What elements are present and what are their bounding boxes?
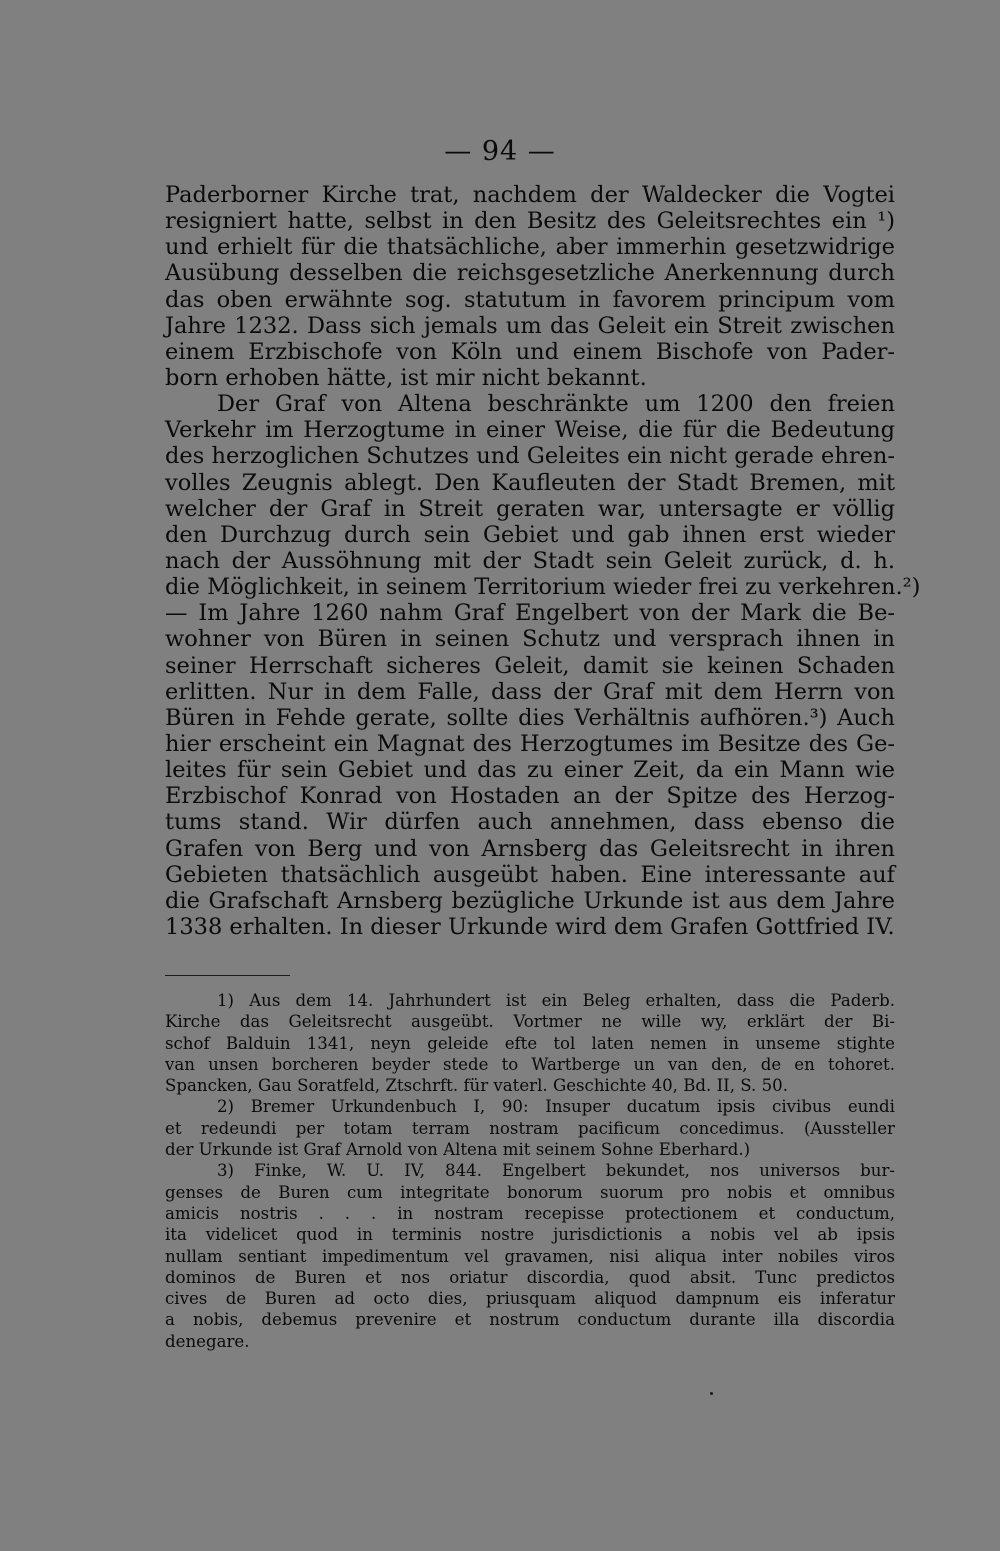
text-line: Erzbischof Konrad von Hostaden an der Spitze des Herzog- bbox=[165, 783, 895, 810]
footnote-line: der Urkunde ist Graf Arnold von Altena mit seinem Sohne Eberhard.) bbox=[165, 1140, 751, 1160]
print-speck bbox=[710, 1392, 713, 1395]
text-line: Jahre 1232. Dass sich jemals um das Geleit ein Streit zwischen bbox=[165, 312, 895, 339]
text-line: Ausübung desselben die reichsgesetzliche Anerkennung durch bbox=[165, 260, 895, 287]
footnote-line: amicis nostris . . . in nostram recepisse protectionem et conductum, bbox=[165, 1203, 895, 1223]
text-line: die Möglichkeit, in seinem Territorium wieder frei zu verkehren.²) bbox=[165, 574, 921, 601]
footnotes-block bbox=[165, 990, 895, 1352]
footnote-line: 2) Bremer Urkundenbuch I, 90: Insuper ducatum ipsis civibus eundi bbox=[217, 1097, 895, 1117]
text-line: und erhielt für die thatsächliche, aber immerhin gesetzwidrige bbox=[165, 234, 895, 261]
footnote-line: denegare. bbox=[165, 1331, 250, 1351]
footnote-line: cives de Buren ad octo dies, priusquam aliquod dampnum eis inferatur bbox=[165, 1289, 895, 1309]
text-line: erlitten. Nur in dem Falle, dass der Graf mit dem Herrn von bbox=[165, 678, 895, 705]
footnote-line: et redeundi per totam terram nostram pacificum concedimus. (Aussteller bbox=[165, 1118, 895, 1138]
text-line: nach der Aussöhnung mit der Stadt sein Geleit zurück, d. h. bbox=[165, 547, 895, 574]
text-line: Der Graf von Altena beschränkte um 1200 den freien bbox=[217, 391, 895, 418]
footnote-line: nullam sentiant impedimentum vel gravamen, nisi aliqua inter nobiles viros bbox=[165, 1246, 895, 1266]
text-line: welcher der Graf in Streit geraten war, untersagte er völlig bbox=[165, 495, 895, 522]
text-line: Gebieten thatsächlich ausgeübt haben. Eine interessante auf bbox=[165, 861, 895, 888]
footnote-separator bbox=[165, 975, 290, 976]
text-line: seiner Herrschaft sicheres Geleit, damit sie keinen Schaden bbox=[165, 652, 895, 679]
footnote-line: a nobis, debemus prevenire et nostrum conductum durante illa discordia bbox=[165, 1310, 895, 1330]
footnote-line: ita videlicet quod in terminis nostre jurisdictionis a nobis vel ab ipsis bbox=[165, 1225, 895, 1245]
text-line: Büren in Fehde gerate, sollte dies Verhältnis aufhören.³) Auch bbox=[165, 704, 895, 731]
text-line: hier erscheint ein Magnat des Herzogtumes im Besitze des Ge- bbox=[165, 730, 895, 757]
footnote-line: Kirche das Geleitsrecht ausgeübt. Vortmer ne wille wy, erklärt der Bi- bbox=[165, 1012, 895, 1032]
text-line: einem Erzbischofe von Köln und einem Bischofe von Pader- bbox=[165, 338, 895, 365]
page-number: — 94 — bbox=[444, 136, 556, 167]
footnote-line: schof Balduin 1341, neyn geleide efte tol laten nemen in unseme stighte bbox=[165, 1033, 895, 1053]
text-line: Grafen von Berg und von Arnsberg das Geleitsrecht in ihren bbox=[165, 835, 895, 862]
text-line: wohner von Büren in seinen Schutz und versprach ihnen in bbox=[165, 626, 895, 653]
text-line: 1338 erhalten. In dieser Urkunde wird dem Grafen Gottfried IV. bbox=[165, 913, 895, 940]
footnote-line: van unsen borcheren beyder stede to Wartberge un van den, de en tohoret. bbox=[165, 1054, 895, 1074]
text-line: resigniert hatte, selbst in den Besitz des Geleitsrechtes ein ¹) bbox=[165, 208, 895, 235]
text-line: die Grafschaft Arnsberg bezügliche Urkunde ist aus dem Jahre bbox=[165, 887, 895, 914]
footnote-line: 3) Finke, W. U. IV, 844. Engelbert bekundet, nos universos bur- bbox=[217, 1161, 895, 1181]
text-line: volles Zeugnis ablegt. Den Kaufleuten der Stadt Bremen, mit bbox=[165, 469, 895, 496]
footnote-line: Spancken, Gau Soratfeld, Ztschrft. für vaterl. Geschichte 40, Bd. II, S. 50. bbox=[165, 1076, 788, 1096]
text-line: born erhoben hätte, ist mir nicht bekannt. bbox=[165, 364, 647, 391]
text-line: — Im Jahre 1260 nahm Graf Engelbert von der Mark die Be- bbox=[165, 600, 895, 627]
text-line: das oben erwähnte sog. statutum in favorem principum vom bbox=[165, 286, 895, 313]
text-line: Verkehr im Herzogtume in einer Weise, die für die Bedeutung bbox=[165, 417, 895, 444]
text-line: des herzoglichen Schutzes und Geleites ein nicht gerade ehren- bbox=[165, 443, 895, 470]
text-line: leites für sein Gebiet und das zu einer Zeit, da ein Mann wie bbox=[165, 757, 895, 784]
text-line: den Durchzug durch sein Gebiet und gab ihnen erst wieder bbox=[165, 521, 895, 548]
main-text-block bbox=[165, 182, 921, 940]
footnote-line: 1) Aus dem 14. Jahrhundert ist ein Beleg erhalten, dass die Paderb. bbox=[217, 991, 895, 1010]
footnote-line: dominos de Buren et nos oriatur discordia, quod absit. Tunc predictos bbox=[165, 1267, 895, 1287]
text-line: Paderborner Kirche trat, nachdem der Waldecker die Vogtei bbox=[165, 182, 895, 208]
footnote-line: genses de Buren cum integritate bonorum suorum pro nobis et omnibus bbox=[165, 1182, 895, 1202]
text-line: tums stand. Wir dürfen auch annehmen, dass ebenso die bbox=[165, 809, 895, 836]
